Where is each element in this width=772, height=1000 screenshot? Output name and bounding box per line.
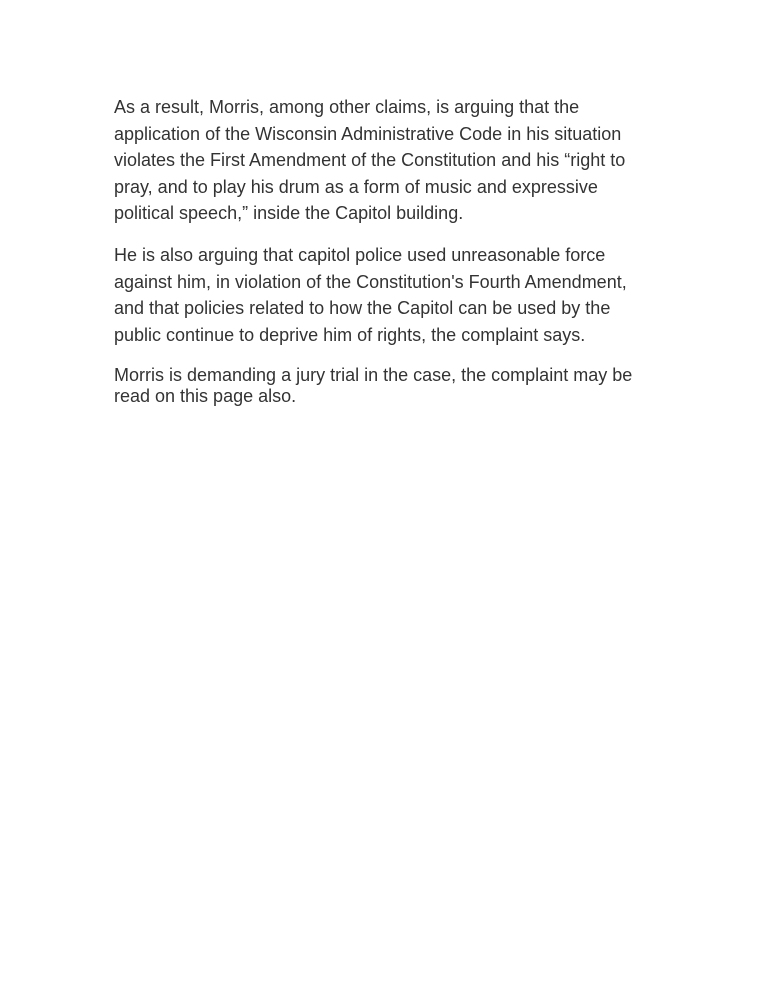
article-paragraph-3: Morris is demanding a jury trial in the case, the complaint may be read on this page also. bbox=[114, 365, 633, 407]
article-body bbox=[114, 94, 654, 407]
article-paragraph-1: As a result, Morris, among other claims, is arguing that the application of the Wisconsin Administrative Code in his situation violates the First Amendment of the Constitution and his “right to pray, and to play his drum as a form of music and expressive political speech,” inside the Capitol building. bbox=[114, 97, 626, 224]
article-paragraph-2: He is also arguing that capitol police used unreasonable force against him, in violation of the Constitution's Fourth Amendment, and that policies related to how the Capitol can be used by the public continue to deprive him of rights, the complaint says. bbox=[114, 244, 627, 345]
